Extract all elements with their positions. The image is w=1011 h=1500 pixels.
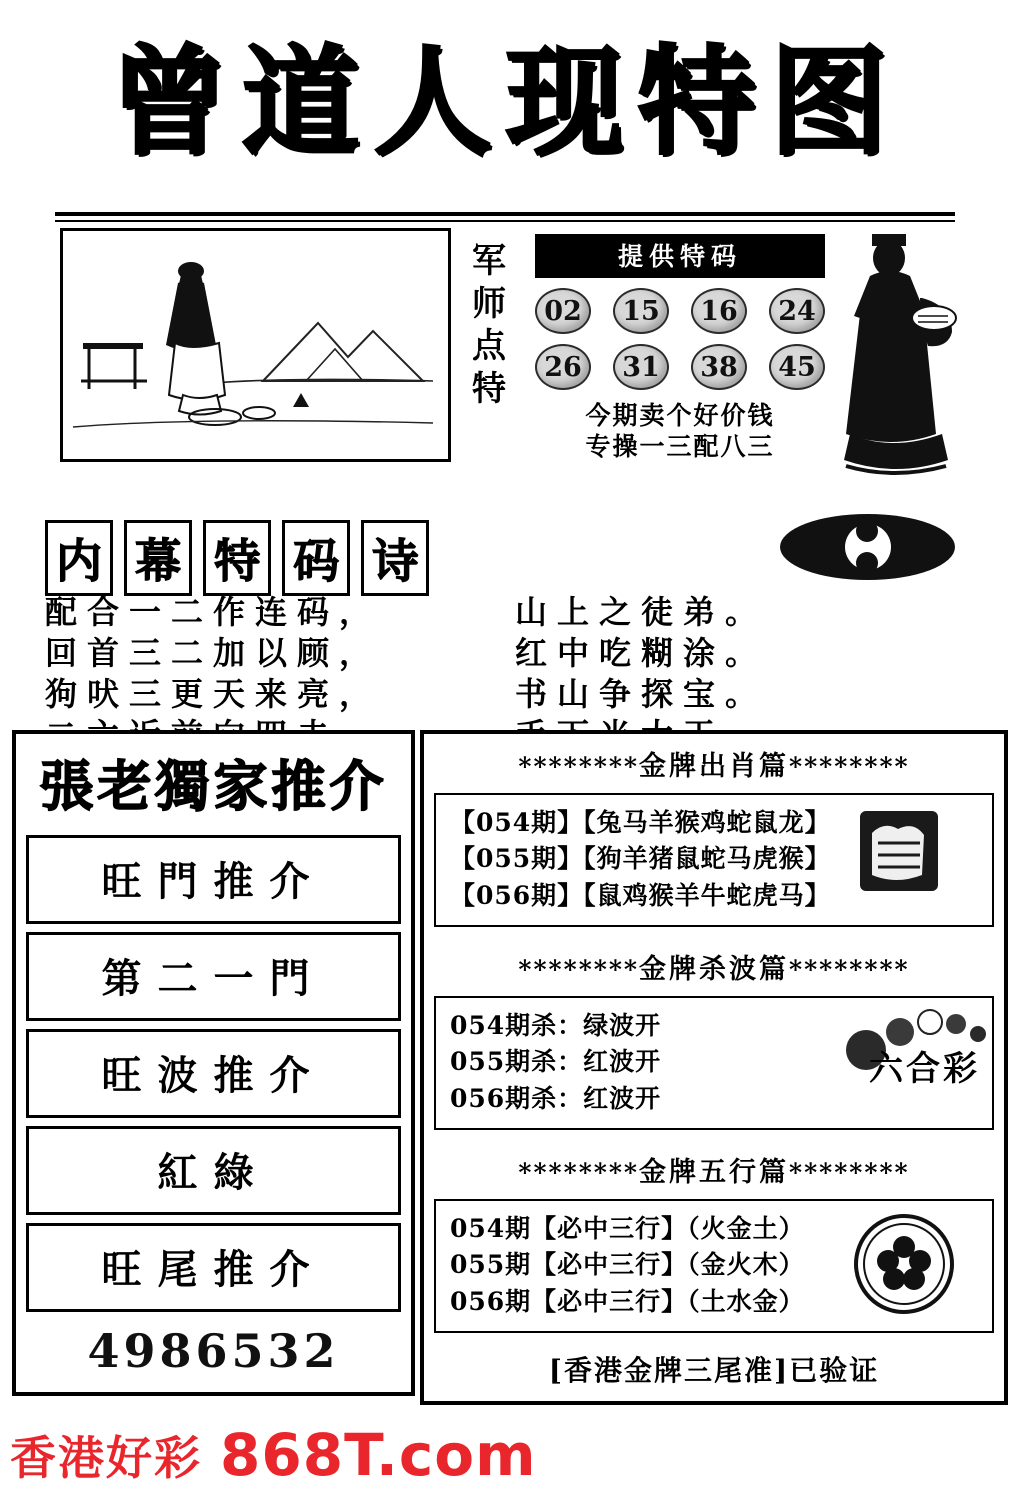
left-panel-row: 第二一門: [26, 932, 401, 1021]
flower-seal-icon: [780, 514, 955, 580]
lottery-ball: 24: [769, 288, 825, 334]
poem-line: [45, 633, 975, 674]
left-panel-row: 旺尾推介: [26, 1223, 401, 1312]
slogan-line-1: 今期卖个好价钱: [585, 401, 775, 430]
poem-line: [45, 592, 975, 633]
section-band: [424, 734, 1004, 789]
poem-line-right: 书山争探宝。: [515, 674, 768, 713]
band-title: 金牌出肖篇: [639, 751, 789, 782]
sage-figure-illustration: [830, 228, 960, 478]
band-title: 金牌五行篇: [639, 1157, 789, 1188]
liuhecai-label: 六合彩: [869, 1049, 980, 1089]
lottery-ball: 16: [691, 288, 747, 334]
section-line: 055期【必中三行】（金火木）: [450, 1250, 805, 1280]
section-box: [434, 1199, 994, 1333]
slogan-line-2: 专操一三配八三: [585, 432, 775, 462]
lottery-ball: 45: [769, 344, 825, 390]
poem-title-char: 诗: [361, 520, 429, 596]
left-panel-title: 張老獨家推介: [39, 754, 388, 818]
divider-top: [55, 212, 955, 216]
section-line: 056期杀：红波开: [450, 1083, 662, 1113]
section-line: 054期杀：绿波开: [450, 1011, 662, 1040]
poem-line-left: 配合一二作连码，: [45, 593, 382, 631]
left-panel-row: 旺門推介: [26, 835, 401, 924]
lottery-ball: 02: [535, 288, 591, 334]
balls-header: 提供特码: [535, 234, 825, 278]
special-number-box: [535, 234, 825, 463]
poem-line-left: 回首三二加以顾，: [45, 633, 382, 672]
zhanglao-recommendation-panel: [12, 730, 415, 1396]
slogan: [535, 400, 825, 463]
section-band: [424, 1140, 1004, 1195]
scholar-landscape-illustration: [60, 228, 451, 462]
hero-section: [55, 228, 955, 478]
flower-circle-seal: [844, 1209, 984, 1309]
divider-top-thin: [55, 220, 955, 222]
left-panel-row: 紅綠: [26, 1126, 401, 1215]
poem-line-left: 狗吠三更天来亮，: [45, 674, 382, 713]
right-panel-footer: [香港金牌三尾准]已验证: [548, 1354, 880, 1387]
flower-shape: [845, 524, 891, 570]
section-line: 055期杀：红波开: [450, 1047, 662, 1077]
band-prefix: ********: [518, 955, 639, 984]
band-suffix: ********: [789, 752, 910, 781]
poem-line-right: 山上之徒弟。: [515, 593, 768, 631]
band-prefix: ********: [518, 752, 639, 781]
lottery-ball: 38: [691, 344, 747, 390]
left-panel-code: 4986532: [87, 1324, 340, 1378]
section-line: 【056期】【鼠鸡猴羊牛蛇虎马】: [450, 880, 831, 910]
lottery-ball: 31: [613, 344, 669, 390]
band-prefix: ********: [518, 1158, 639, 1187]
poem-title-char: 特: [203, 520, 271, 596]
poem-title: [45, 520, 975, 588]
left-panel-row: 旺波推介: [26, 1029, 401, 1118]
hero-vertical-label: 军师点特: [472, 241, 508, 409]
ball-row-2: [535, 344, 825, 390]
section-band: [424, 937, 1004, 992]
poem-title-char: 幕: [124, 520, 192, 596]
poem-line-right: 红中吃糊涂。: [515, 633, 768, 672]
watermark: [10, 1420, 1010, 1490]
masthead: [0, 32, 1011, 171]
section-line: 【055期】【狗羊猪鼠蛇马虎猴】: [450, 844, 831, 874]
band-suffix: ********: [789, 955, 910, 984]
page-title: 曾道人现特图: [109, 32, 902, 171]
section-line: 056期【必中三行】（土水金）: [450, 1286, 805, 1316]
band-title: 金牌杀波篇: [639, 954, 789, 985]
ball-row-1: [535, 288, 825, 334]
fist-stamp-icon: [844, 803, 984, 903]
gold-medal-panel: [420, 730, 1008, 1405]
section-line: 【054期】【兔马羊猴鸡蛇鼠龙】: [450, 808, 831, 837]
poem-title-char: 内: [45, 520, 113, 596]
watermark-en: 868T.com: [220, 1421, 537, 1489]
band-suffix: ********: [789, 1158, 910, 1187]
section-box: [434, 996, 994, 1130]
poem-title-char: 码: [282, 520, 350, 596]
poem-line: [45, 674, 975, 715]
poem-section: [45, 520, 975, 756]
section-line: 054期【必中三行】（火金土）: [450, 1214, 805, 1243]
watermark-cn: 香港好彩: [10, 1431, 202, 1485]
lottery-ball: 15: [613, 288, 669, 334]
section-box: [434, 793, 994, 927]
lottery-ball: 26: [535, 344, 591, 390]
